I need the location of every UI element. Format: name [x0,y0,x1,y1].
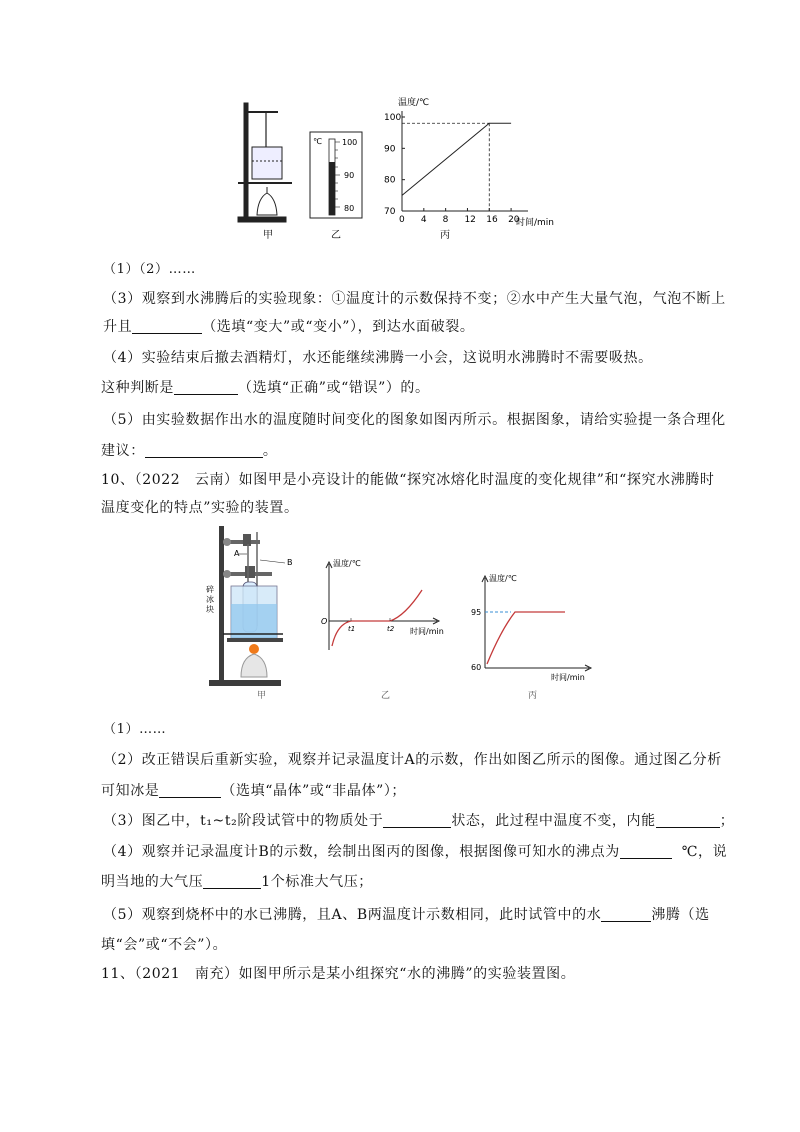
yi-ylabel: 温度/℃ [333,559,361,568]
yi-t2: t2 [387,625,395,633]
fig2-yi-label: 乙 [381,691,391,701]
q9-line-5 [103,409,726,429]
chart1-xtick-label: 20 [508,215,520,225]
q10-line-8 [101,871,373,891]
q9-text-2b: （选填“变大”或“变小”），到达水面破裂。 [202,319,475,335]
q9-line-0 [103,258,196,277]
q10-line-7 [103,841,727,861]
q9-text-6b: 。 [262,443,278,459]
chart1-ytick-label: 80 [384,175,396,186]
q9-line-6 [101,440,277,460]
chart1-ytick-label: 90 [384,144,396,155]
fig2-bing-label: 丙 [528,691,538,701]
chart1-xtick-label: 0 [399,215,405,225]
answer-blank-4[interactable] [159,783,221,798]
fig2-ice-2: 冰 [206,595,214,604]
chart1-xtick-label: 12 [464,215,476,225]
fig1-jia-label: 甲 [263,230,273,241]
q10-text-6c: ； [719,813,735,829]
thermo-unit: ℃ [313,137,322,146]
q10-text-4: （2）改正错误后重新实验，观察并记录温度计A的示数，作出如图乙所示的图像。通过图乙分析 [103,752,722,768]
answer-blank-9[interactable] [601,907,651,922]
fig2-jia-label: 甲 [257,691,267,701]
q10-line-1 [101,469,715,489]
q9-text-1: （3）观察到水沸腾后的实验现象：①温度计的示数保持不变；②水中产生大量气泡，气泡不断上 [103,291,726,307]
q10-text-7a: （4）观察并记录温度计B的示数，绘制出图丙的图像，根据图像可知水的沸点为 [103,844,620,860]
answer-blank-8[interactable] [203,874,261,889]
answer-blank-6[interactable] [656,813,720,828]
fig1-bing-label: 丙 [440,230,450,241]
q10-line-5 [101,780,406,800]
q9-text-4a: 这种判断是 [101,380,174,396]
q10-line-10 [101,934,227,954]
thermo-tick-80: 80 [344,204,355,213]
q9-line-1 [103,288,726,308]
answer-blank-1[interactable] [132,319,202,334]
q10-text-6a: （3）图乙中，t₁~t₂阶段试管中的物质处于 [103,813,384,829]
q9-line-4 [101,377,430,397]
yi-xlabel: 时间/min [410,627,444,636]
q10-line-2 [101,497,299,517]
q10-text-8b: 1个标准大气压； [261,874,373,890]
q9-line-3 [103,347,653,367]
q9-text-2a: 升且 [103,319,133,335]
thermo-tick-90: 90 [344,171,355,180]
fig2-label-A: A [234,549,240,558]
q10-line-4 [103,749,722,769]
q10-text-5a: 可知冰是 [101,783,160,799]
q10-text-8a: 明当地的大气压 [101,874,204,890]
q10-line-9 [103,904,710,924]
q10-text-6b: 状态，此过程中温度不变，内能 [451,813,656,829]
chart1-xtick-label: 4 [420,215,427,225]
q10-text-2: 温度变化的特点”实验的装置。 [101,500,299,516]
chart1-ylabel: 温度/℃ [398,98,430,108]
q10-text-7b: ℃，说 [681,844,728,860]
chart-bing [384,111,528,225]
fig2-label-B: B [287,558,293,567]
chart-yi-2 [326,562,439,650]
bing-ylabel: 温度/℃ [489,574,517,583]
apparatus-jia-2 [209,526,283,686]
answer-blank-2[interactable] [174,380,238,395]
fig1-yi-label: 乙 [331,230,341,241]
q10-line-6 [103,810,734,830]
bing-y95: 95 [471,608,482,617]
fig2-ice-1: 碎 [206,585,214,594]
q11-text-1: 11、（2021 南充）如图甲所示是某小组探究“水的沸腾”的实验装置图。 [101,966,576,982]
answer-blank-7[interactable] [620,844,672,859]
yi-curve-after [390,590,422,621]
bing-xlabel: 时间/min [551,673,585,682]
bing-curve [487,612,565,664]
q9-text-3: （4）实验结束后撤去酒精灯，水还能继续沸腾一小会，这说明水沸腾时不需要吸热。 [103,350,653,366]
q9-text-0: （1）（2）…… [103,262,196,277]
chart1-xlabel: 时间/min [516,218,555,228]
q9-text-6a: 建议： [101,443,145,459]
yi-origin: O [321,617,328,626]
q10-text-10: 填“会”或“不会”）。 [101,937,228,953]
q10-text-1: 10、（2022 云南）如图甲是小亮设计的能做“探究冰熔化时温度的变化规律”和“探究水沸腾时 [101,472,715,488]
figure-2 [205,522,605,702]
q9-line-2 [103,316,474,336]
chart1-xtick-label: 16 [486,215,498,225]
apparatus-jia [238,103,292,222]
q11-line-1 [101,963,575,983]
yi-t1: t1 [348,625,356,633]
bing-y60: 60 [471,663,482,672]
q10-text-9b: 沸腾（选 [651,907,710,923]
chart1-xtick-label: 8 [442,215,449,225]
thermo-tick-100: 100 [342,138,358,147]
q9-text-4b: （选填“正确”或“错误”）的。 [238,380,430,396]
q10-line-3 [103,718,166,737]
q9-text-5: （5）由实验数据作出水的温度随时间变化的图象如图丙所示。根据图象，请给实验提一条合理化 [103,412,726,428]
answer-blank-3[interactable] [145,443,263,458]
q10-text-9a: （5）观察到烧杯中的水已沸腾，且A、B两温度计示数相同，此时试管中的水 [103,907,602,923]
q10-text-5b: （选填“晶体”或“非晶体”）； [221,783,407,799]
q10-text-3: （1）…… [103,722,167,737]
chart1-ytick-label: 100 [384,113,402,123]
chart1-ytick-label: 70 [384,207,396,217]
figure-1 [230,95,570,245]
chart1-series-line [402,123,511,195]
chart-bing-2 [482,576,591,671]
answer-blank-5[interactable] [383,813,451,828]
fig2-ice-3: 块 [206,605,214,614]
